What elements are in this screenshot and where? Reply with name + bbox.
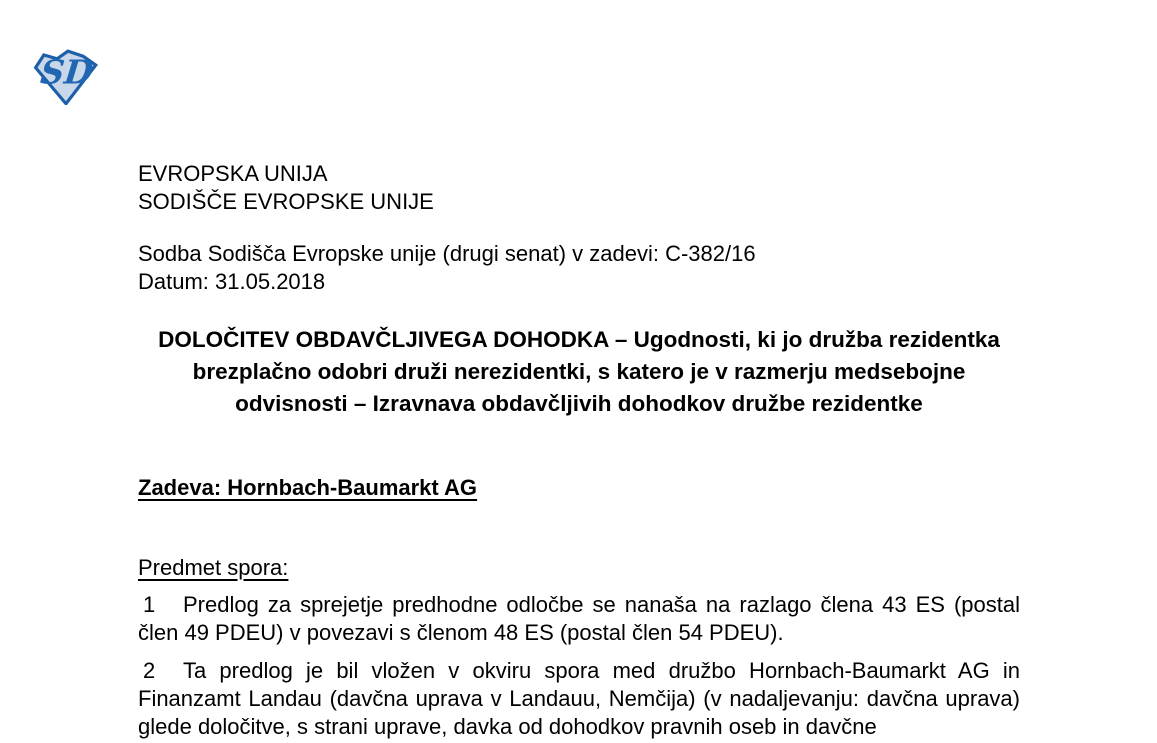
case-reference-line: Sodba Sodišča Evropske unije (drugi senat) v zadevi: C-382/16 — [138, 241, 756, 266]
case-subject-line: Zadeva: Hornbach-Baumarkt AG — [138, 475, 478, 500]
case-info — [138, 240, 1020, 296]
institution-header — [138, 160, 1020, 216]
org-line-union: EVROPSKA UNIJA — [138, 161, 328, 186]
document-title: DOLOČITEV OBDAVČLJIVEGA DOHODKA – Ugodnosti, ki jo družba rezidentka brezplačno odobri druži nerezidentki, s katero je v razmerju medsebojne odvisnosti – Izravnava obdavčljivih dohodkov družbe rezidentke — [158, 327, 1000, 416]
logo-letters: SD — [38, 52, 96, 92]
sd-shield-logo — [33, 48, 99, 105]
sd-shield-icon — [33, 48, 99, 105]
paragraph-2 — [138, 657, 1020, 741]
paragraph-2-text: Ta predlog je bil vložen v okviru spora med družbo Hornbach-Baumarkt AG in Finanzamt Landau (davčna uprava v Landauu, Nemčija) (v nadaljevanju: davčna uprava) glede določitve, s strani uprave, davka od dohodkov pravnih oseb in davčne — [138, 658, 1020, 739]
document-content — [138, 0, 1020, 743]
paragraph-2-number: 2 — [143, 658, 156, 683]
paragraph-1-number: 1 — [143, 592, 156, 617]
paragraph-1 — [138, 591, 1020, 647]
date-line: Datum: 31.05.2018 — [138, 269, 326, 294]
org-line-court: SODIŠČE EVROPSKE UNIJE — [138, 189, 434, 214]
paragraph-1-text: Predlog za sprejetje predhodne odločbe se nanaša na razlago člena 43 ES (postal člen 49 PDEU) v povezavi s členom 48 ES (postal člen 54 PDEU). — [138, 592, 1020, 645]
section-heading: Predmet spora: — [138, 555, 289, 580]
